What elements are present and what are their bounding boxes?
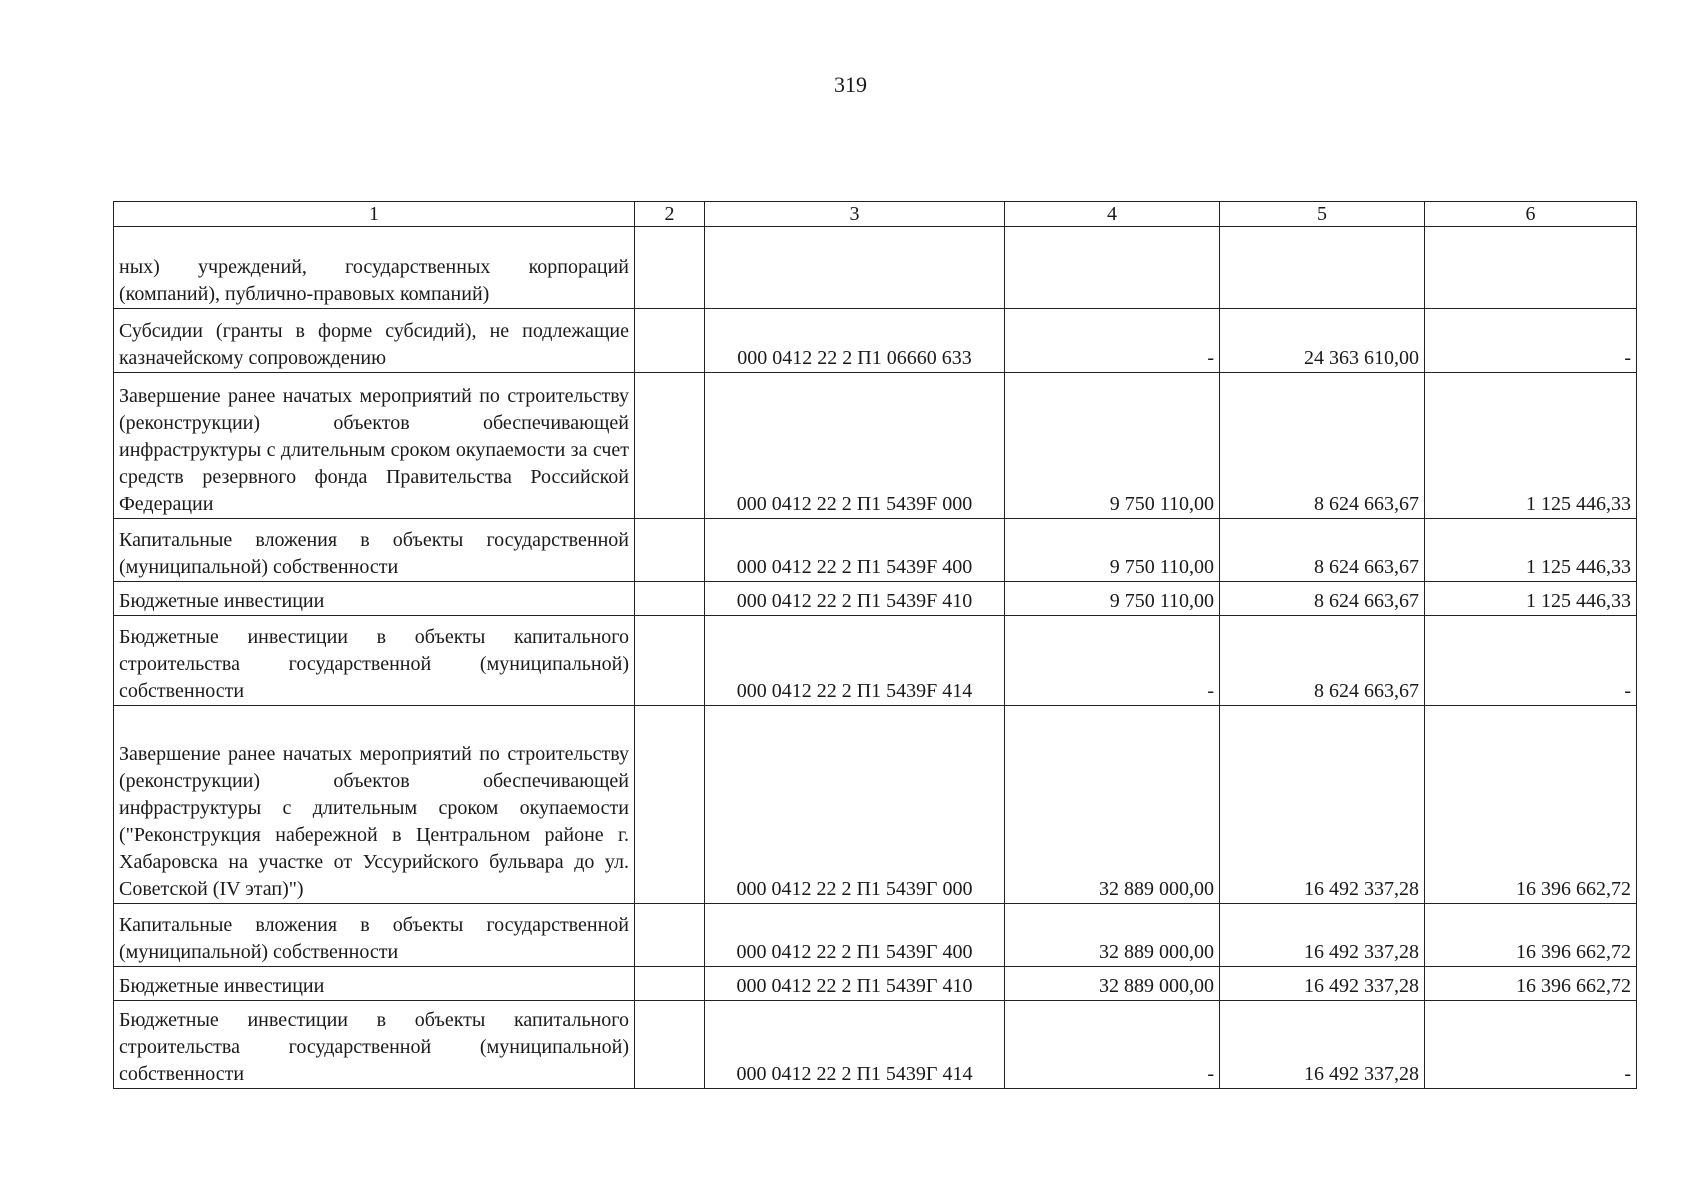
row-value-4: 32 889 000,00 (1005, 967, 1220, 1001)
row-value-6 (1425, 227, 1637, 309)
table-row (114, 582, 1637, 616)
row-description: Бюджетные инвестиции (114, 582, 635, 616)
table-row (114, 519, 1637, 582)
row-value-6: 1 125 446,33 (1425, 582, 1637, 616)
row-value-4: - (1005, 1001, 1220, 1089)
table-row (114, 706, 1637, 904)
row-col2 (635, 904, 705, 967)
row-value-6: 1 125 446,33 (1425, 373, 1637, 519)
row-value-6: 16 396 662,72 (1425, 706, 1637, 904)
row-value-6: - (1425, 1001, 1637, 1089)
row-value-4: 9 750 110,00 (1005, 519, 1220, 582)
budget-table (113, 201, 1637, 1089)
row-value-5 (1220, 227, 1425, 309)
table-row (114, 373, 1637, 519)
row-code: 000 0412 22 2 П1 5439F 400 (705, 519, 1005, 582)
row-description: ных) учреждений, государственных корпораций (компаний), публично-правовых компаний) (114, 227, 635, 309)
row-value-5: 8 624 663,67 (1220, 616, 1425, 706)
row-description: Бюджетные инвестиции в объекты капитального строительства государственной (муниципальной) собственности (114, 616, 635, 706)
table-row (114, 227, 1637, 309)
row-value-4: - (1005, 309, 1220, 373)
row-col2 (635, 706, 705, 904)
row-description: Бюджетные инвестиции в объекты капитального строительства государственной (муниципальной) собственности (114, 1001, 635, 1089)
row-value-6: 1 125 446,33 (1425, 519, 1637, 582)
row-col2 (635, 227, 705, 309)
row-value-5: 16 492 337,28 (1220, 706, 1425, 904)
row-value-4: 32 889 000,00 (1005, 706, 1220, 904)
row-value-4: - (1005, 616, 1220, 706)
table-row (114, 904, 1637, 967)
column-header: 2 (635, 202, 705, 227)
row-value-5: 8 624 663,67 (1220, 519, 1425, 582)
row-value-6: - (1425, 616, 1637, 706)
row-value-4: 9 750 110,00 (1005, 582, 1220, 616)
table-row (114, 309, 1637, 373)
column-header: 5 (1220, 202, 1425, 227)
row-value-6: 16 396 662,72 (1425, 967, 1637, 1001)
row-value-4 (1005, 227, 1220, 309)
row-description: Завершение ранее начатых мероприятий по строительству (реконструкции) объектов обеспечивающей инфраструктуры с длительным сроком окупаемости за счет средств резервного фонда Правительства Российской Федерации (114, 373, 635, 519)
row-value-5: 16 492 337,28 (1220, 967, 1425, 1001)
column-header: 1 (114, 202, 635, 227)
row-col2 (635, 373, 705, 519)
row-description: Капитальные вложения в объекты государственной (муниципальной) собственности (114, 519, 635, 582)
row-value-5: 8 624 663,67 (1220, 373, 1425, 519)
row-value-4: 32 889 000,00 (1005, 904, 1220, 967)
row-value-5: 16 492 337,28 (1220, 1001, 1425, 1089)
row-col2 (635, 309, 705, 373)
table-row (114, 1001, 1637, 1089)
row-value-5: 8 624 663,67 (1220, 582, 1425, 616)
row-description: Субсидии (гранты в форме субсидий), не подлежащие казначейскому сопровождению (114, 309, 635, 373)
column-header: 4 (1005, 202, 1220, 227)
row-col2 (635, 967, 705, 1001)
table-row (114, 616, 1637, 706)
row-code: 000 0412 22 2 П1 5439F 000 (705, 373, 1005, 519)
row-code: 000 0412 22 2 П1 5439F 410 (705, 582, 1005, 616)
row-description: Бюджетные инвестиции (114, 967, 635, 1001)
header-row (114, 202, 1637, 227)
page-number: 319 (834, 72, 867, 97)
row-value-5: 16 492 337,28 (1220, 904, 1425, 967)
row-code: 000 0412 22 2 П1 06660 633 (705, 309, 1005, 373)
row-code: 000 0412 22 2 П1 5439Г 414 (705, 1001, 1005, 1089)
row-code: 000 0412 22 2 П1 5439Г 410 (705, 967, 1005, 1001)
row-value-4: 9 750 110,00 (1005, 373, 1220, 519)
column-header: 3 (705, 202, 1005, 227)
row-code: 000 0412 22 2 П1 5439F 414 (705, 616, 1005, 706)
row-description: Завершение ранее начатых мероприятий по строительству (реконструкции) объектов обеспечивающей инфраструктуры с длительным сроком окупаемости ("Реконструкция набережной в Центральном районе г. Хабаровска на участке от Уссурийского бульвара до ул. Советской (IV этап)") (114, 706, 635, 904)
row-code: 000 0412 22 2 П1 5439Г 000 (705, 706, 1005, 904)
row-value-5: 24 363 610,00 (1220, 309, 1425, 373)
row-col2 (635, 1001, 705, 1089)
row-value-6: - (1425, 309, 1637, 373)
row-code (705, 227, 1005, 309)
table-row (114, 967, 1637, 1001)
row-code: 000 0412 22 2 П1 5439Г 400 (705, 904, 1005, 967)
row-col2 (635, 519, 705, 582)
row-col2 (635, 582, 705, 616)
row-col2 (635, 616, 705, 706)
column-header: 6 (1425, 202, 1637, 227)
row-description: Капитальные вложения в объекты государственной (муниципальной) собственности (114, 904, 635, 967)
row-value-6: 16 396 662,72 (1425, 904, 1637, 967)
